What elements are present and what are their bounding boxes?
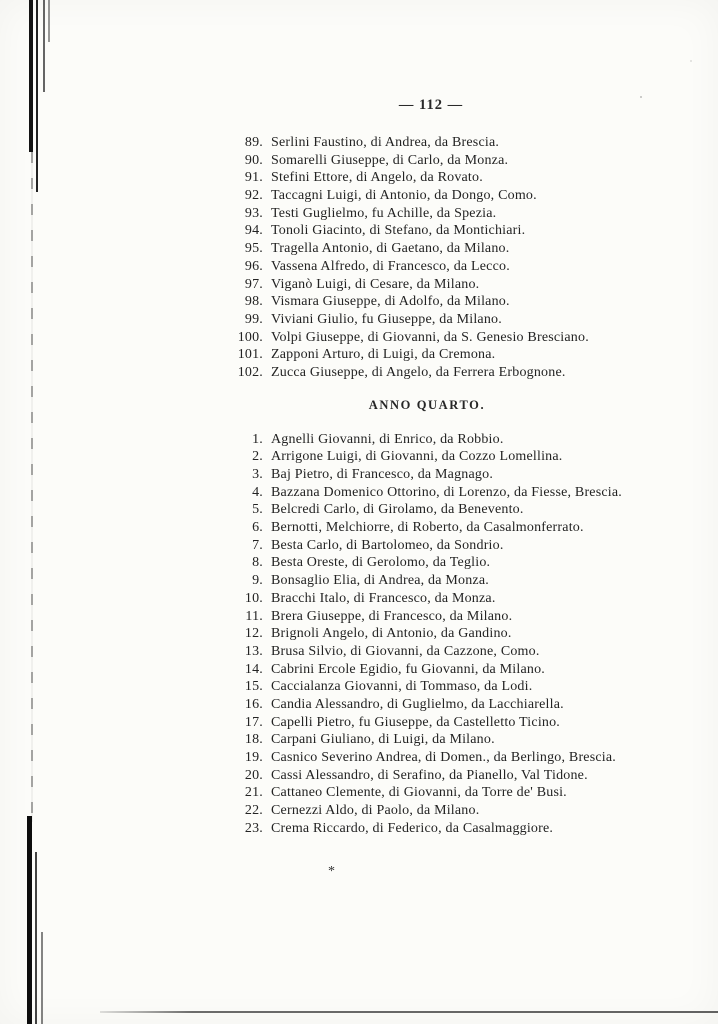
item-text: Cernezzi Aldo, di Paolo, da Milano. (271, 803, 480, 819)
item-text: Bracchi Italo, di Francesco, da Monza. (271, 590, 496, 606)
item-number: 94. (244, 223, 263, 239)
name-list-anno-quarto (217, 431, 637, 838)
name-list-anno-terzo-continued (217, 134, 637, 382)
binding-mark (41, 932, 43, 1024)
item-text: Viviani Giulio, fu Giuseppe, da Milano. (271, 311, 502, 327)
list-item (217, 784, 637, 802)
item-text: Bazzana Domenico Ottorino, di Lorenzo, da Fiesse, Brescia. (271, 484, 622, 500)
item-number: 91. (244, 170, 263, 186)
scan-speck (690, 60, 692, 62)
item-number: 8. (252, 555, 263, 571)
section-heading: ANNO QUARTO. (368, 397, 486, 412)
list-item (217, 258, 637, 276)
text-block (217, 134, 637, 837)
item-text: Carpani Giuliano, di Luigi, da Milano. (271, 732, 495, 748)
item-text: Cabrini Ercole Egidio, fu Giovanni, da Milano. (271, 661, 545, 677)
item-number: 16. (244, 696, 263, 712)
list-item (217, 484, 637, 502)
item-text: Volpi Giuseppe, di Giovanni, da S. Genesio Bresciano. (271, 329, 589, 345)
item-number: 9. (252, 573, 263, 589)
list-item (217, 293, 637, 311)
item-text: Viganò Luigi, di Cesare, da Milano. (271, 276, 480, 292)
item-number: 92. (244, 188, 263, 204)
item-text: Besta Carlo, di Bartolomeo, da Sondrio. (271, 537, 504, 553)
item-number: 5. (252, 502, 263, 518)
item-number: 90. (244, 152, 263, 168)
binding-mark (31, 152, 33, 822)
list-item (217, 329, 637, 347)
list-item (217, 346, 637, 364)
item-text: Taccagni Luigi, di Antonio, da Dongo, Como. (271, 188, 537, 204)
binding-mark (35, 852, 37, 1024)
item-number: 6. (252, 520, 263, 536)
item-text: Tonoli Giacinto, di Stefano, da Montichiari. (271, 223, 526, 239)
list-item (217, 661, 637, 679)
list-item (217, 731, 637, 749)
list-item (217, 364, 637, 382)
list-item (217, 501, 637, 519)
binding-mark (27, 816, 32, 1024)
list-item (217, 802, 637, 820)
item-text: Vismara Giuseppe, di Adolfo, da Milano. (271, 294, 510, 310)
item-number: 101. (237, 347, 263, 363)
item-text: Casnico Severino Andrea, di Domen., da Berlingo, Brescia. (271, 750, 616, 765)
item-text: Bernotti, Melchiorre, di Roberto, da Casalmonferrato. (271, 520, 584, 536)
item-number: 11. (245, 608, 263, 624)
item-number: 1. (252, 431, 263, 447)
item-text: Crema Riccardo, di Federico, da Casalmaggiore. (271, 820, 554, 836)
list-item (217, 537, 637, 555)
item-number: 97. (244, 276, 263, 292)
item-text: Somarelli Giuseppe, di Carlo, da Monza. (271, 152, 509, 168)
list-item (217, 767, 637, 785)
item-text: Agnelli Giovanni, di Enrico, da Robbio. (271, 431, 504, 447)
list-item (217, 608, 637, 626)
item-text: Zapponi Arturo, di Luigi, da Cremona. (271, 347, 496, 363)
list-item (217, 222, 637, 240)
list-item (217, 134, 637, 152)
item-number: 20. (244, 767, 263, 783)
scan-edge-line (100, 1011, 718, 1013)
list-item (217, 696, 637, 714)
item-number: 22. (244, 803, 263, 819)
item-number: 95. (244, 241, 263, 257)
list-item (217, 625, 637, 643)
binding-mark (43, 0, 45, 92)
binding-mark (36, 0, 38, 192)
item-text: Vassena Alfredo, di Francesco, da Lecco. (271, 258, 510, 274)
item-number: 96. (244, 258, 263, 274)
item-text: Caccialanza Giovanni, di Tommaso, da Lodi. (271, 679, 533, 695)
list-item (217, 152, 637, 170)
item-text: Zucca Giuseppe, di Angelo, da Ferrera Erbognone. (271, 364, 566, 380)
item-text: Brignoli Angelo, di Antonio, da Gandino. (271, 626, 512, 642)
list-item (217, 749, 637, 767)
item-text: Capelli Pietro, fu Giuseppe, da Castelletto Ticino. (271, 714, 561, 730)
item-text: Brera Giuseppe, di Francesco, da Milano. (271, 608, 513, 624)
item-number: 3. (252, 467, 263, 482)
item-text: Baj Pietro, di Francesco, da Magnago. (271, 467, 494, 482)
list-item (217, 431, 637, 449)
item-number: 12. (244, 626, 263, 642)
item-number: 2. (252, 449, 263, 465)
item-text: Cattaneo Clemente, di Giovanni, da Torre de' Busi. (271, 785, 567, 801)
list-item (217, 714, 637, 732)
list-item (217, 311, 637, 329)
list-item (217, 820, 637, 838)
list-item (217, 590, 637, 608)
list-item (217, 448, 637, 466)
item-text: Arrigone Luigi, di Giovanni, da Cozzo Lomellina. (271, 449, 563, 465)
list-item (217, 205, 637, 223)
list-item (217, 187, 637, 205)
item-number: 14. (244, 661, 263, 677)
list-item (217, 276, 637, 294)
item-text: Belcredi Carlo, di Girolamo, da Benevento. (271, 502, 524, 518)
item-text: Cassi Alessandro, di Serafino, da Pianello, Val Tidone. (271, 767, 588, 783)
item-number: 23. (244, 820, 263, 836)
item-number: 10. (244, 590, 263, 606)
item-text: Brusa Silvio, di Giovanni, da Cazzone, Como. (271, 643, 540, 659)
item-number: 17. (244, 714, 263, 730)
list-item (217, 554, 637, 572)
printers-mark: * (328, 864, 335, 879)
item-number: 93. (244, 205, 263, 221)
binding-mark (29, 0, 33, 152)
item-text: Serlini Faustino, di Andrea, da Brescia. (271, 135, 500, 150)
item-number: 4. (252, 484, 263, 500)
page-number: — 112 — (398, 97, 464, 113)
item-number: 100. (237, 329, 263, 345)
item-number: 18. (244, 732, 263, 748)
item-number: 99. (244, 311, 263, 327)
item-number: 102. (237, 364, 263, 380)
item-number: 13. (244, 643, 263, 659)
item-text: Candia Alessandro, di Guglielmo, da Lacchiarella. (271, 696, 564, 712)
item-number: 98. (244, 294, 263, 310)
list-item (217, 466, 637, 484)
list-item (217, 678, 637, 696)
binding-mark (48, 0, 50, 42)
list-item (217, 643, 637, 661)
item-number: 7. (252, 537, 263, 553)
item-number: 19. (244, 750, 263, 765)
item-text: Tragella Antonio, di Gaetano, da Milano. (271, 241, 510, 257)
item-text: Besta Oreste, di Gerolomo, da Teglio. (271, 555, 491, 571)
item-text: Stefini Ettore, di Angelo, da Rovato. (271, 170, 483, 186)
item-number: 89. (244, 135, 263, 150)
list-item (217, 240, 637, 258)
list-item (217, 572, 637, 590)
list-item (217, 169, 637, 187)
list-item (217, 519, 637, 537)
item-text: Testi Guglielmo, fu Achille, da Spezia. (271, 205, 497, 221)
item-number: 15. (244, 679, 263, 695)
item-number: 21. (244, 785, 263, 801)
item-text: Bonsaglio Elia, di Andrea, da Monza. (271, 573, 489, 589)
